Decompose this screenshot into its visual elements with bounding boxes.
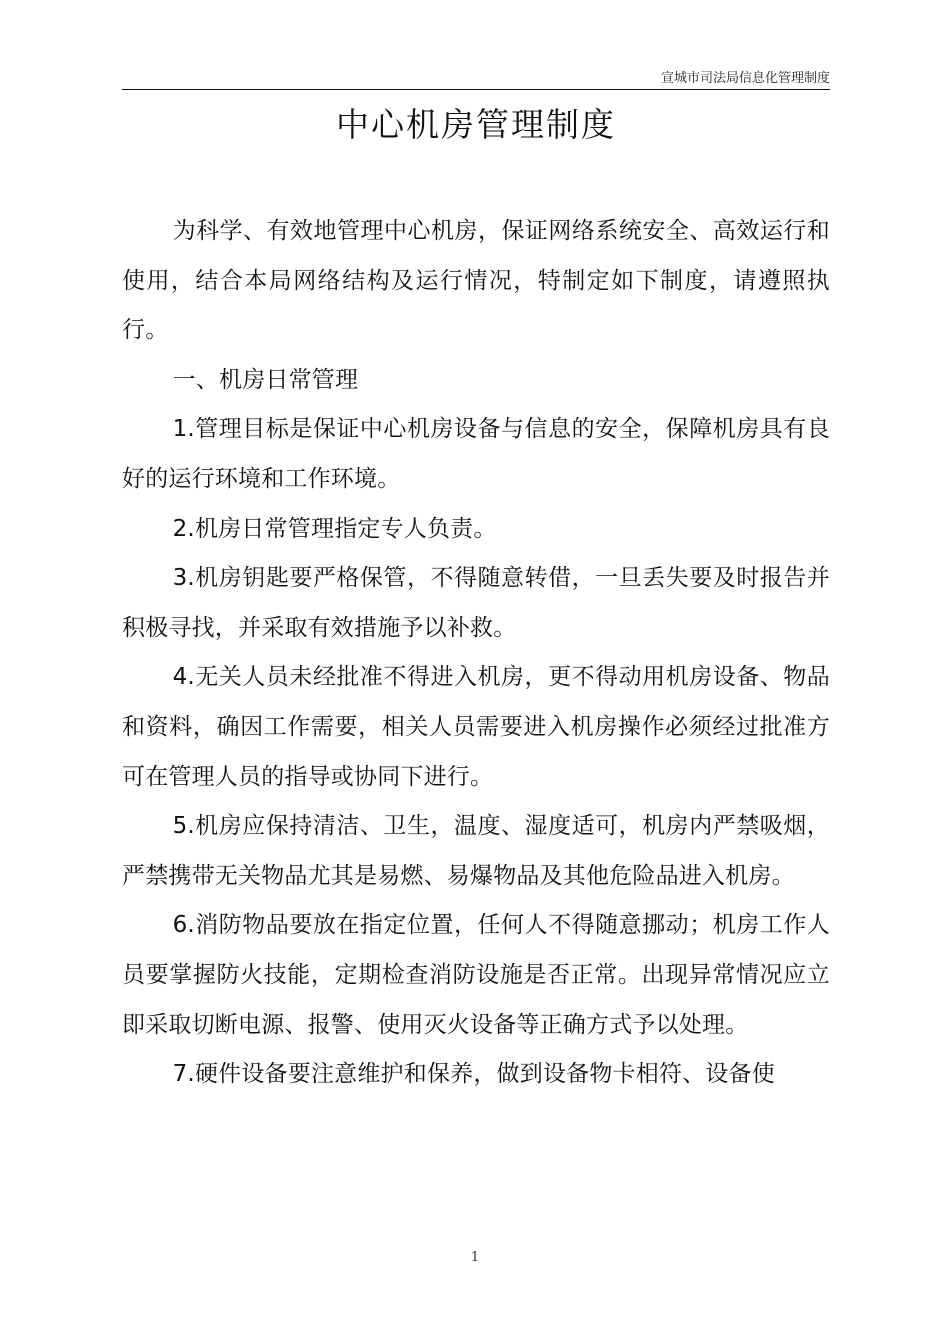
intro-paragraph: 为科学、有效地管理中心机房，保证网络系统安全、高效运行和使用，结合本局网络结构及运行情况，特制定如下制度，请遵照执行。 xyxy=(122,218,830,344)
rule-item-5: 5.机房应保持清洁、卫生，温度、湿度适可，机房内严禁吸烟，严禁携带无关物品尤其是易燃、易爆物品及其他危险品进入机房。 xyxy=(122,813,830,889)
rule-item-3: 3.机房钥匙要严格保管，不得随意转借，一旦丢失要及时报告并积极寻找，并采取有效措施予以补救。 xyxy=(122,565,830,641)
rule-item-1: 1.管理目标是保证中心机房设备与信息的安全，保障机房具有良好的运行环境和工作环境。 xyxy=(122,416,830,492)
rule-item-7: 7.硬件设备要注意维护和保养，做到设备物卡相符、设备使 xyxy=(172,1061,775,1088)
header-divider xyxy=(122,89,830,90)
rule-item-2: 2.机房日常管理指定专人负责。 xyxy=(172,515,497,542)
rule-item-4: 4.无关人员未经批准不得进入机房，更不得动用机房设备、物品和资料，确因工作需要，相关人员需要进入机房操作必须经过批准方可在管理人员的指导或协同下进行。 xyxy=(122,664,830,790)
page-number: 1 xyxy=(470,1250,480,1265)
document-title: 中心机房管理制度 xyxy=(336,105,616,144)
rule-item-6: 6.消防物品要放在指定位置，任何人不得随意挪动；机房工作人员要掌握防火技能，定期检查消防设施是否正常。出现异常情况应立即采取切断电源、报警、使用灭火设备等正确方式予以处理。 xyxy=(122,912,830,1038)
section-heading: 一、机房日常管理 xyxy=(172,366,359,393)
running-header: 宣城市司法局信息化管理制度 xyxy=(660,71,830,86)
document-body xyxy=(122,207,830,1100)
